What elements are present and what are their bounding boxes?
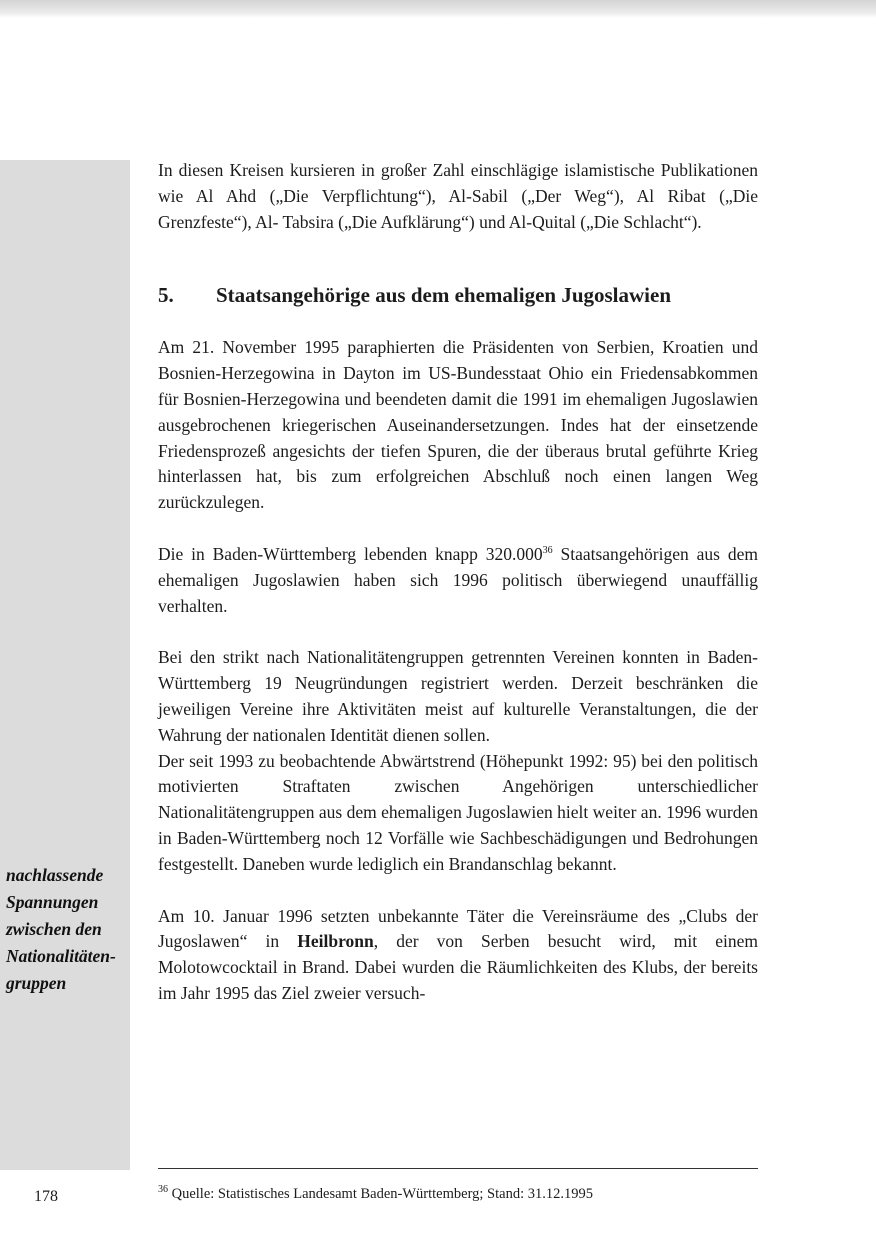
main-text [158, 158, 758, 1007]
footnote-marker: 36 [158, 1184, 168, 1196]
section-number: 5. [158, 283, 174, 308]
margin-note-line: gruppen [6, 973, 67, 993]
paragraph-text: , der von Serben besucht wird, mit einem Molotowcocktail in Brand. Dabei wurden die Räumlichkeiten des Klubs, der bereits im Jahr 1995 das Ziel zweier versuch- [158, 931, 758, 1003]
paragraph-text: Am 10. Januar 1996 setzten unbekannte Täter die Vereinsräume des „Clubs der Jugoslawen“ in [158, 905, 758, 952]
margin-note-line: Spannungen [6, 892, 99, 912]
scan-top-edge [0, 0, 876, 18]
section-title: Staatsangehörige aus dem ehemaligen Jugoslawien [216, 283, 672, 308]
margin-note-line: zwischen den [6, 919, 102, 939]
footnote-divider [158, 1168, 758, 1169]
footnote [158, 1184, 758, 1204]
footnote-text: Quelle: Statistisches Landesamt Baden-Württemberg; Stand: 31.12.1995 [168, 1186, 593, 1202]
paragraph-publications: In diesen Kreisen kursieren in großer Zahl einschlägige islamistische Publikationen wie Al Ahd („Die Verpflichtung“), Al-Sabil („Der Weg“), Al Ribat („Die Grenzfeste“), Al- Tabsira („Die Aufklärung“) und Al-Quital („Die Schlacht“). [158, 160, 758, 232]
paragraph-associations: Bei den strikt nach Nationalitätengruppen getrennten Vereinen konnten in Baden-Württemberg 19 Neugründungen registriert werden. Derzeit beschränken die jeweiligen Vereine ihre Aktivitäten meist auf kulturelle Veranstaltungen, die der Wahrung der nationalen Identität dienen sollen. [158, 647, 758, 745]
margin-note [6, 862, 130, 997]
margin-sidebar [0, 160, 130, 1170]
margin-note-line: nachlassende [6, 865, 104, 885]
paragraph-text: Staatsangehörigen aus dem ehemaligen Jugoslawien haben sich 1996 politisch überwiegend unauffällig verhalten. [158, 543, 758, 616]
paragraph-offences: Der seit 1993 zu beobachtende Abwärtstrend (Höhepunkt 1992: 95) bei den politisch motivierten Straftaten zwischen Angehörigen unterschiedlicher Nationalitätengruppen aus dem ehemaligen Jugoslawien hielt weiter an. 1996 wurden in Baden-Württemberg noch 12 Vorfälle wie Sachbeschädigungen und Bedrohungen festgestellt. Daneben wurde lediglich ein Brandanschlag bekannt. [158, 750, 758, 874]
section-heading [158, 281, 758, 309]
place-name: Heilbronn [297, 931, 374, 952]
paragraph-text: Die in Baden-Württemberg lebenden knapp 320.000 [158, 543, 543, 564]
paragraph-arson [158, 904, 758, 1007]
footnote-reference: 36 [542, 545, 553, 557]
paragraph-population [158, 542, 758, 619]
margin-note-line: Nationalitäten- [6, 946, 116, 966]
page-number: 178 [34, 1188, 58, 1205]
paragraph-dayton: Am 21. November 1995 paraphierten die Präsidenten von Serbien, Kroatien und Bosnien-Herzegowina in Dayton im US-Bundesstaat Ohio ein Friedensabkommen für Bosnien-Herzegowina und beendeten damit die 1991 im ehemaligen Jugoslawien ausgebrochenen kriegerischen Auseinandersetzungen. Indes hat der einsetzende Friedensprozeß angesichts der tiefen Spuren, die der überaus brutal geführte Krieg hinterlassen hat, bis zum erfolgreichen Abschluß noch einen langen Weg zurückzulegen. [158, 337, 758, 513]
